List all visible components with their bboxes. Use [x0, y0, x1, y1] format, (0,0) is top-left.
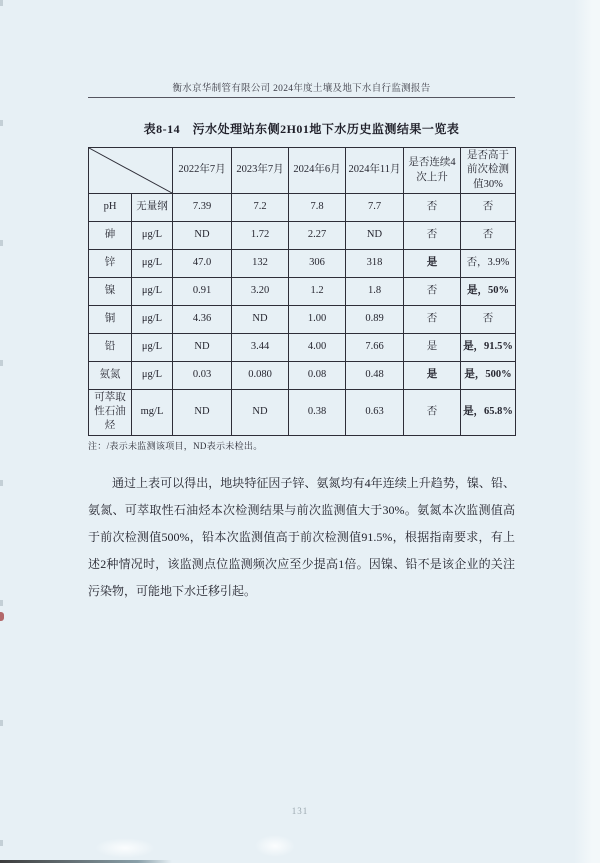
unit-cell: mg/L: [132, 390, 173, 436]
table-row: [89, 222, 516, 250]
rising-cell: 否: [404, 194, 461, 222]
value-2024-11-cell: ND: [346, 222, 404, 250]
value-2024-06-cell: 4.00: [289, 334, 346, 362]
value-2023-07-cell: 3.20: [232, 278, 289, 306]
exceed-cell: 是，50%: [461, 278, 516, 306]
value-2024-11-cell: 0.63: [346, 390, 404, 436]
value-2022-07-cell: 0.91: [173, 278, 232, 306]
unit-cell: μg/L: [132, 278, 173, 306]
scan-right-band: [574, 0, 600, 863]
value-2024-11-cell: 7.66: [346, 334, 404, 362]
value-2023-07-cell: 7.2: [232, 194, 289, 222]
rising-cell: 是: [404, 250, 461, 278]
exceed-cell: 是，500%: [461, 362, 516, 390]
value-2024-06-cell: 306: [289, 250, 346, 278]
table-header-row: [89, 148, 516, 194]
value-2024-11-cell: 0.48: [346, 362, 404, 390]
rising-cell: 否: [404, 222, 461, 250]
value-2022-07-cell: 4.36: [173, 306, 232, 334]
table-row: [89, 306, 516, 334]
table-row: [89, 334, 516, 362]
table-row: [89, 194, 516, 222]
value-2022-07-cell: 47.0: [173, 250, 232, 278]
scan-edge-mark: [0, 612, 4, 621]
value-2023-07-cell: 0.080: [232, 362, 289, 390]
parameter-cell: 氨氮: [89, 362, 132, 390]
column-header-2023-07: 2023年7月: [232, 148, 289, 194]
parameter-cell: 可萃取性石油烃: [89, 390, 132, 436]
value-2024-06-cell: 0.38: [289, 390, 346, 436]
column-header-2022-07: 2022年7月: [173, 148, 232, 194]
value-2024-11-cell: 1.8: [346, 278, 404, 306]
rising-cell: 是: [404, 334, 461, 362]
scan-artifact-blob: [95, 838, 155, 858]
table-row: [89, 250, 516, 278]
column-header-exceed: 是否高于前次检测值30%: [461, 148, 516, 194]
value-2024-11-cell: 7.7: [346, 194, 404, 222]
value-2024-06-cell: 1.2: [289, 278, 346, 306]
monitoring-history-table: [88, 147, 516, 436]
exceed-cell: 否: [461, 222, 516, 250]
value-2024-11-cell: 318: [346, 250, 404, 278]
rising-cell: 是: [404, 362, 461, 390]
table-note: 注：/表示未监测该项目，ND表示未检出。: [88, 440, 263, 451]
value-2023-07-cell: 3.44: [232, 334, 289, 362]
unit-cell: μg/L: [132, 222, 173, 250]
column-header-2024-06: 2024年6月: [289, 148, 346, 194]
diagonal-header-cell: [89, 148, 173, 194]
page-number: 131: [291, 806, 309, 816]
diagonal-line: [89, 148, 172, 193]
parameter-cell: 铅: [89, 334, 132, 362]
parameter-cell: 镍: [89, 278, 132, 306]
unit-cell: μg/L: [132, 362, 173, 390]
scan-left-edge-marks: [0, 0, 3, 863]
value-2022-07-cell: 7.39: [173, 194, 232, 222]
unit-cell: μg/L: [132, 306, 173, 334]
value-2024-06-cell: 1.00: [289, 306, 346, 334]
exceed-cell: 否，3.9%: [461, 250, 516, 278]
exceed-cell: 否: [461, 306, 516, 334]
rising-cell: 否: [404, 390, 461, 436]
value-2024-06-cell: 7.8: [289, 194, 346, 222]
value-2022-07-cell: ND: [173, 222, 232, 250]
value-2024-06-cell: 2.27: [289, 222, 346, 250]
table-title: 表8-14 污水处理站东侧2H01地下水历史监测结果一览表: [143, 122, 460, 136]
parameter-cell: pH: [89, 194, 132, 222]
table-row: [89, 362, 516, 390]
value-2024-06-cell: 0.08: [289, 362, 346, 390]
parameter-cell: 铜: [89, 306, 132, 334]
value-2023-07-cell: ND: [232, 306, 289, 334]
rising-cell: 否: [404, 306, 461, 334]
column-header-rising: 是否连续4次上升: [404, 148, 461, 194]
parameter-cell: 砷: [89, 222, 132, 250]
scan-artifact-blob: [255, 835, 295, 857]
value-2022-07-cell: ND: [173, 390, 232, 436]
exceed-cell: 是，65.8%: [461, 390, 516, 436]
value-2022-07-cell: ND: [173, 334, 232, 362]
table-row: [89, 390, 516, 436]
value-2023-07-cell: 1.72: [232, 222, 289, 250]
parameter-cell: 锌: [89, 250, 132, 278]
exceed-cell: 是，91.5%: [461, 334, 516, 362]
unit-cell: μg/L: [132, 250, 173, 278]
value-2023-07-cell: ND: [232, 390, 289, 436]
value-2024-11-cell: 0.89: [346, 306, 404, 334]
rising-cell: 否: [404, 278, 461, 306]
page-content: [88, 80, 515, 605]
unit-cell: 无量纲: [132, 194, 173, 222]
unit-cell: μg/L: [132, 334, 173, 362]
exceed-cell: 否: [461, 194, 516, 222]
body-paragraph: 通过上表可以得出，地块特征因子锌、氨氮均有4年连续上升趋势，镍、铅、氨氮、可萃取性石油烃本次检测结果与前次监测值大于30%。氨氮本次监测值高于前次检测值500%，铅本次监测值高于前次检测值91.5%，根据指南要求，有上述2种情况时，该监测点位监测频次应至少提高1倍。因镍、铅不是该企业的关注污染物，可能地下水迁移引起。: [88, 475, 515, 598]
running-header: 衡水京华制管有限公司 2024年度土壤及地下水自行监测报告: [88, 80, 515, 98]
table-row: [89, 278, 516, 306]
value-2022-07-cell: 0.03: [173, 362, 232, 390]
column-header-2024-11: 2024年11月: [346, 148, 404, 194]
value-2023-07-cell: 132: [232, 250, 289, 278]
